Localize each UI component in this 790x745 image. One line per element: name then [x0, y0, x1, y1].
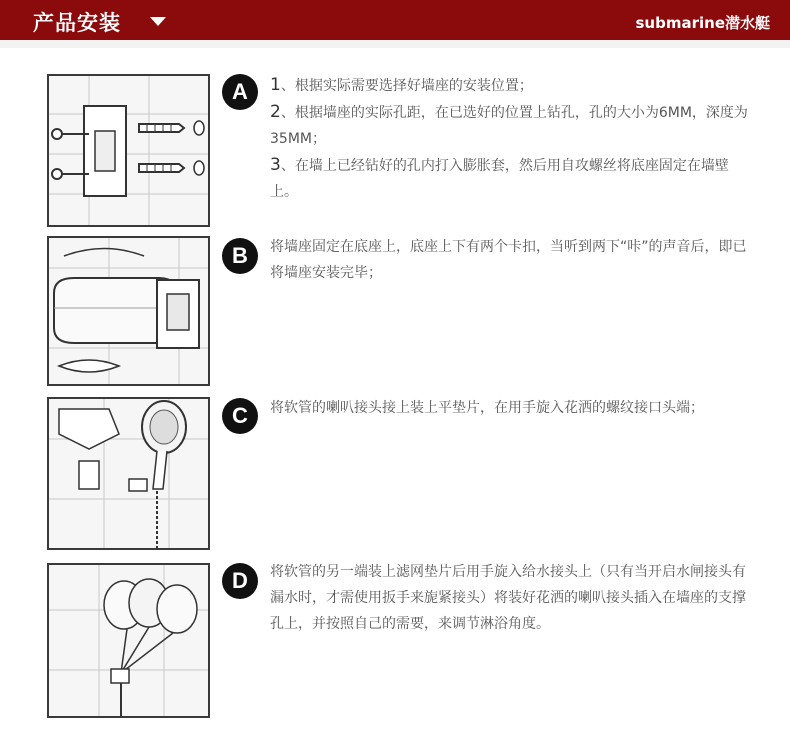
step-badge-b: B: [222, 238, 258, 274]
brand-name: submarine潜水艇: [635, 14, 770, 32]
step-c-text: 将软管的喇叭接头接上装上平垫片，在用手旋入花洒的螺纹接口头端；: [270, 400, 704, 416]
step-badge-d: D: [222, 563, 258, 599]
triangle-down-icon: [150, 17, 166, 26]
step-b-text: 将墙座固定在底座上，底座上下有两个卡扣，当听到两下“咔”的声音后，即已将墙座安装完毕；: [270, 239, 747, 281]
step-a-line-3: 3、在墙上已经钻好的孔内打入膨胀套，然后用自攻螺丝将底座固定在墙壁上。: [270, 155, 729, 200]
page-title: 产品安装: [33, 11, 121, 35]
step-d-text: 将软管的另一端装上滤网垫片后用手旋入给水接头上（只有当开启水闸接头有漏水时，才需使用扳手来旎紧接头）将装好花洒的喇叭接头插入在墙座的支撑孔上，并按照自己的需要，来调节淋浴角度。: [270, 564, 746, 632]
mount-clip-illustration: [47, 236, 210, 386]
step-a-line-2: 2、根据墙座的实际孔距，在已选好的位置上钻孔，孔的大小为6MM，深度为35MM；: [270, 102, 748, 147]
step-a-text: [270, 72, 750, 205]
header-divider: [0, 40, 790, 48]
shower-head-hose-illustration: [47, 397, 210, 550]
wall-mount-screws-illustration: [47, 74, 210, 227]
step-a-line-1: 1、根据实际需要选择好墙座的安装位置；: [270, 75, 533, 95]
header-bar: [0, 0, 790, 40]
step-badge-a: A: [222, 74, 258, 110]
shower-angle-adjust-illustration: [47, 563, 210, 718]
step-badge-c: C: [222, 398, 258, 434]
